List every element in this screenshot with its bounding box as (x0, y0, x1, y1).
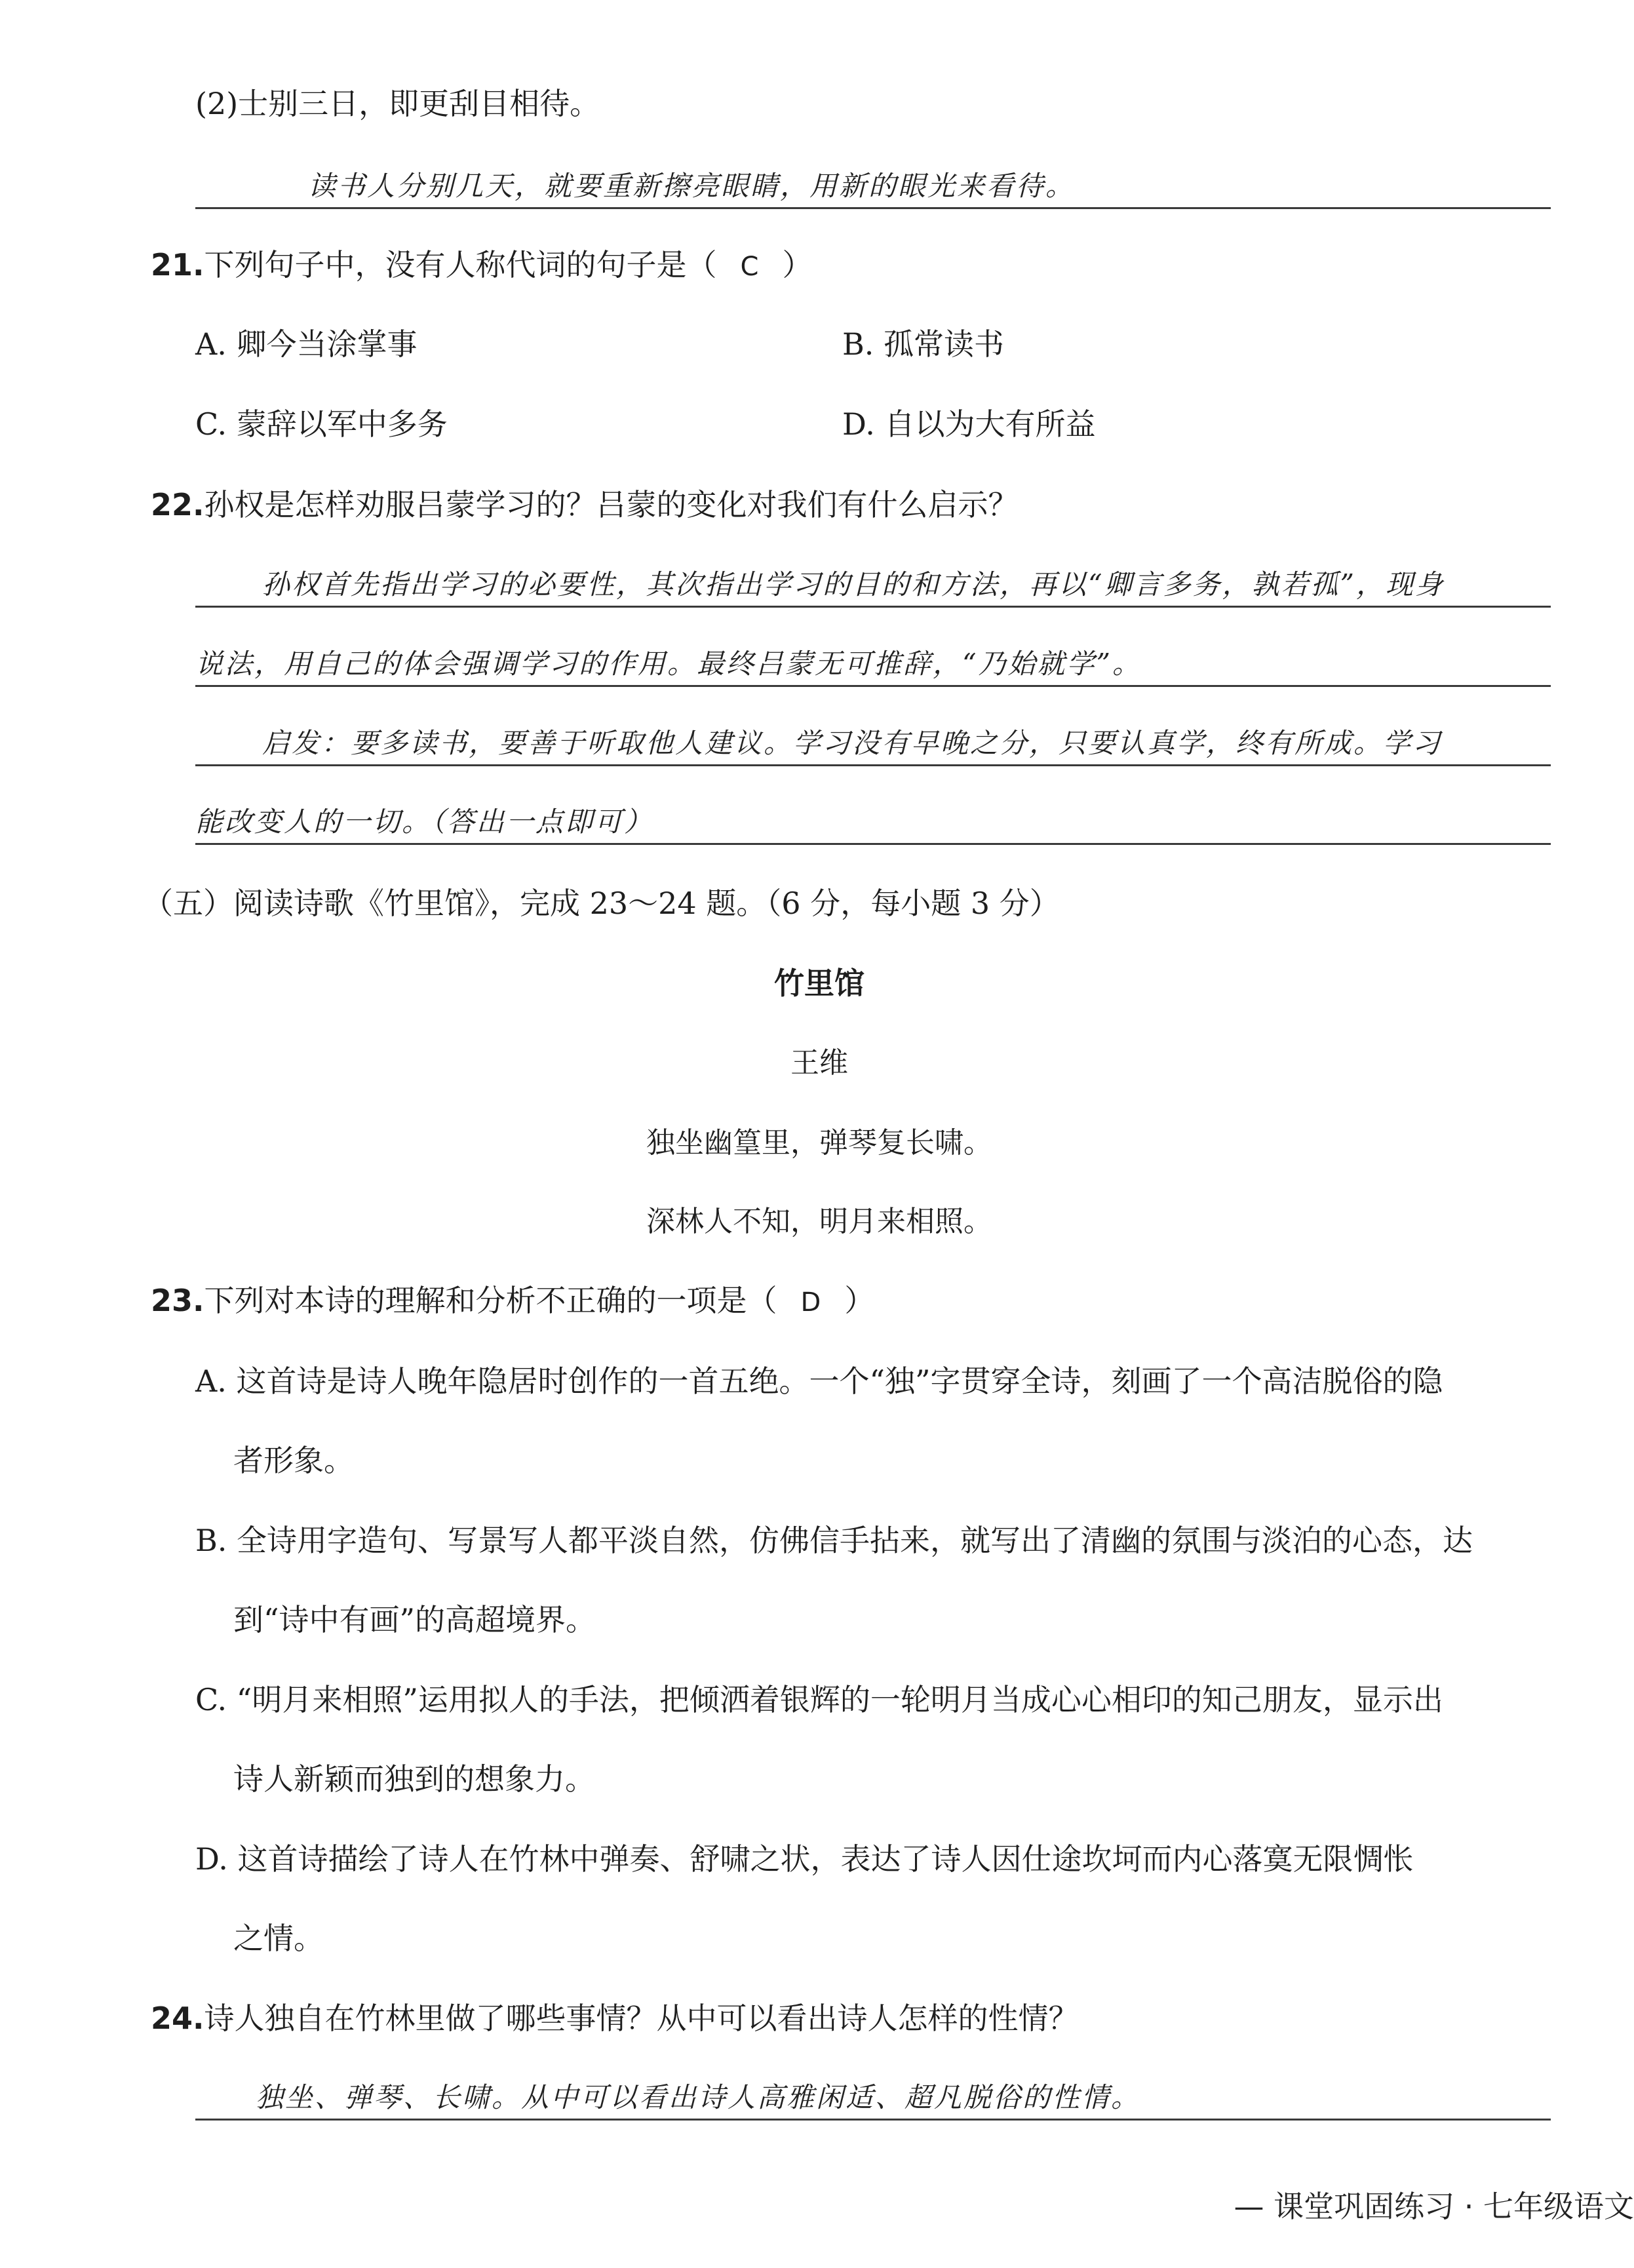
footer-label: — 课堂巩固练习 · 七年级语文 (1234, 2189, 1634, 2224)
q23-option-d-line-1: D. 这首诗描绘了诗人在竹林中弹奏、舒啸之状，表达了诗人因仕途坎坷而内心落寞无限惆怅 (195, 1841, 1414, 1877)
q22-number: 22. (151, 487, 204, 522)
answer-underline (195, 685, 1551, 687)
q23-option-a-line-1: A. 这首诗是诗人晚年隐居时创作的一首五绝。一个“独”字贯穿全诗，刻画了一个高洁脱俗的隐 (195, 1363, 1443, 1399)
q23-stem-text: 下列对本诗的理解和分析不正确的一项是（ (204, 1283, 777, 1318)
q22-stem (151, 485, 1019, 524)
q23-number: 23. (151, 1283, 204, 1318)
q21-bracket-close: ） (782, 247, 813, 283)
q21-answer: C (740, 252, 759, 282)
section-5-intro: （五）阅读诗歌《竹里馆》，完成 23～24 题。（6 分，每小题 3 分） (143, 886, 1060, 921)
q23-option-c-line-2: 诗人新颖而独到的想象力。 (233, 1761, 595, 1797)
q21-option-c: C. 蒙辞以军中多务 (195, 406, 448, 442)
q22-answer-line-3: 启发：要多读书，要善于听取他人建议。学习没有早晚之分，只要认真学，终有所成。学习 (262, 727, 1443, 759)
q23-option-c-line-1: C. “明月来相照”运用拟人的手法，把倾洒着银辉的一轮明月当成心心相印的知己朋友，显示出 (195, 1682, 1443, 1717)
poem-title: 竹里馆 (774, 966, 865, 1001)
answer-underline (195, 207, 1551, 209)
q21-option-d: D. 自以为大有所益 (842, 406, 1096, 442)
q21-option-b: B. 孤常读书 (842, 326, 1005, 362)
answer-underline (195, 2119, 1551, 2121)
answer-underline (195, 764, 1551, 766)
q21-number: 21. (151, 247, 204, 283)
q22-answer-line-2: 说法，用自己的体会强调学习的作用。最终吕蒙无可推辞，“乃始就学”。 (195, 648, 1142, 680)
answer-underline (195, 606, 1551, 608)
q23-bracket-close: ） (844, 1283, 875, 1318)
q21-stem-text: 下列句子中，没有人称代词的句子是（ (204, 247, 717, 283)
poem-author: 王维 (790, 1046, 848, 1080)
q22-stem-text: 孙权是怎样劝服吕蒙学习的？吕蒙的变化对我们有什么启示？ (204, 487, 1019, 522)
q24-number: 24. (151, 2001, 204, 2036)
q23-option-a-line-2: 者形象。 (233, 1443, 354, 1478)
q22-answer-line-4: 能改变人的一切。（答出一点即可） (195, 806, 654, 838)
q24-stem (151, 1999, 1079, 2038)
q20-2-text: (2)士别三日，即更刮目相待。 (195, 86, 600, 121)
q23-option-d-line-2: 之情。 (233, 1921, 324, 1956)
q21-stem (151, 245, 812, 286)
q23-option-b-line-1: B. 全诗用字造句、写景写人都平淡自然，仿佛信手拈来，就写出了清幽的氛围与淡泊的心态，达 (195, 1523, 1473, 1558)
poem-line-1: 独坐幽篁里，弹琴复长啸。 (646, 1126, 992, 1160)
q23-stem (151, 1281, 874, 1322)
q23-answer: D (800, 1287, 821, 1318)
poem-line-2: 深林人不知，明月来相照。 (646, 1205, 992, 1238)
q22-answer-line-1: 孙权首先指出学习的必要性，其次指出学习的目的和方法，再以“卿言多务，孰若孤”，现身 (262, 568, 1445, 600)
answer-underline (195, 843, 1551, 845)
q21-option-a: A. 卿今当涂掌事 (195, 326, 418, 362)
q24-stem-text: 诗人独自在竹林里做了哪些事情？从中可以看出诗人怎样的性情？ (204, 2001, 1079, 2036)
q20-2-handwritten-answer: 读书人分别几天，就要重新擦亮眼睛，用新的眼光来看待。 (308, 170, 1076, 202)
q23-option-b-line-2: 到“诗中有画”的高超境界。 (233, 1602, 596, 1637)
q24-handwritten-answer: 独坐、弹琴、长啸。从中可以看出诗人高雅闲适、超凡脱俗的性情。 (256, 2081, 1141, 2113)
